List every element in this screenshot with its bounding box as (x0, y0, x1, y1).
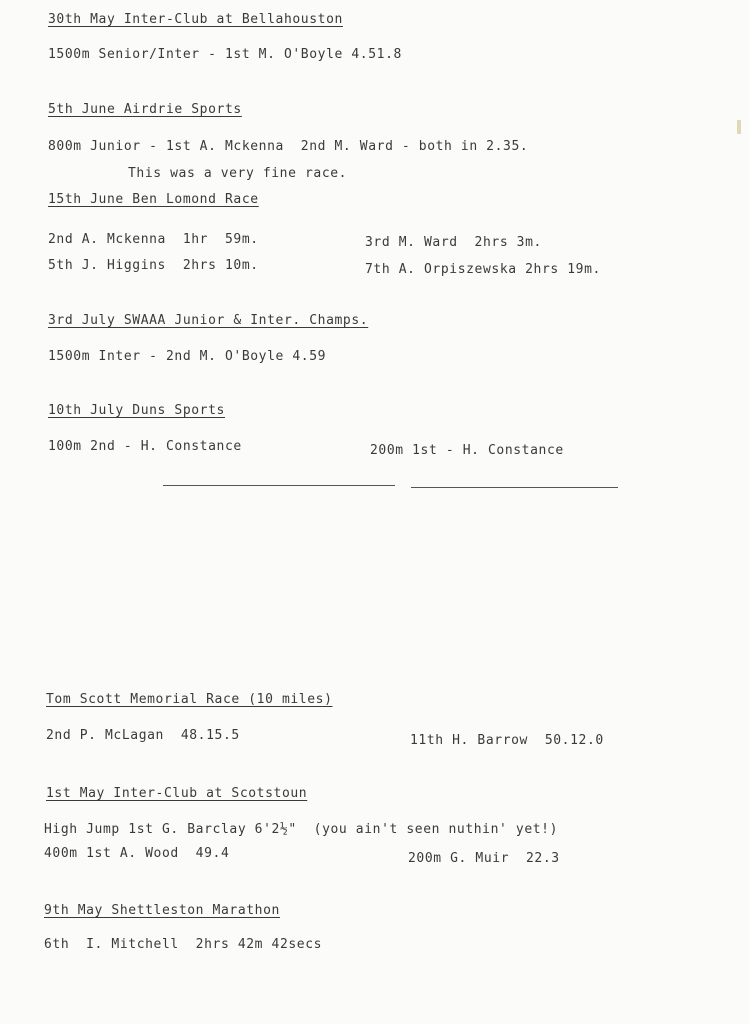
result-line: 1500m Inter - 2nd M. O'Boyle 4.59 (48, 349, 327, 364)
result-line: 1500m Senior/Inter - 1st M. O'Boyle 4.51.8 (48, 47, 402, 62)
divider-rule (411, 487, 618, 488)
result-line: 400m 1st A. Wood 49.4 (44, 846, 230, 861)
result-line: 11th H. Barrow 50.12.0 (410, 733, 604, 748)
result-line: 800m Junior - 1st A. Mckenna 2nd M. Ward - both in 2.35. (48, 139, 529, 154)
result-line: 7th A. Orpiszewska 2hrs 19m. (365, 262, 601, 277)
result-line: 5th J. Higgins 2hrs 10m. (48, 258, 259, 273)
result-line: 3rd M. Ward 2hrs 3m. (365, 235, 542, 250)
section-heading-shettleston: 9th May Shettleston Marathon (44, 903, 280, 918)
section-heading-airdrie: 5th June Airdrie Sports (48, 102, 242, 117)
section-heading-scotstoun: 1st May Inter-Club at Scotstoun (46, 786, 308, 801)
paper-edge-mark (737, 120, 741, 134)
result-line: 2nd A. Mckenna 1hr 59m. (48, 232, 259, 247)
divider-rule (163, 485, 395, 486)
result-line: 200m G. Muir 22.3 (408, 851, 560, 866)
section-heading-tom-scott: Tom Scott Memorial Race (10 miles) (46, 692, 333, 707)
result-line: 200m 1st - H. Constance (370, 443, 564, 458)
result-line: 100m 2nd - H. Constance (48, 439, 242, 454)
section-heading-duns: 10th July Duns Sports (48, 403, 225, 418)
comment-line: This was a very fine race. (128, 166, 348, 181)
section-heading-ben-lomond: 15th June Ben Lomond Race (48, 192, 259, 207)
section-heading-bellahouston: 30th May Inter-Club at Bellahouston (48, 12, 343, 27)
section-heading-swaaa: 3rd July SWAAA Junior & Inter. Champs. (48, 313, 369, 328)
result-line: High Jump 1st G. Barclay 6'2½" (you ain't seen nuthin' yet!) (44, 822, 559, 837)
result-line: 6th I. Mitchell 2hrs 42m 42secs (44, 937, 323, 952)
result-line: 2nd P. McLagan 48.15.5 (46, 728, 240, 743)
